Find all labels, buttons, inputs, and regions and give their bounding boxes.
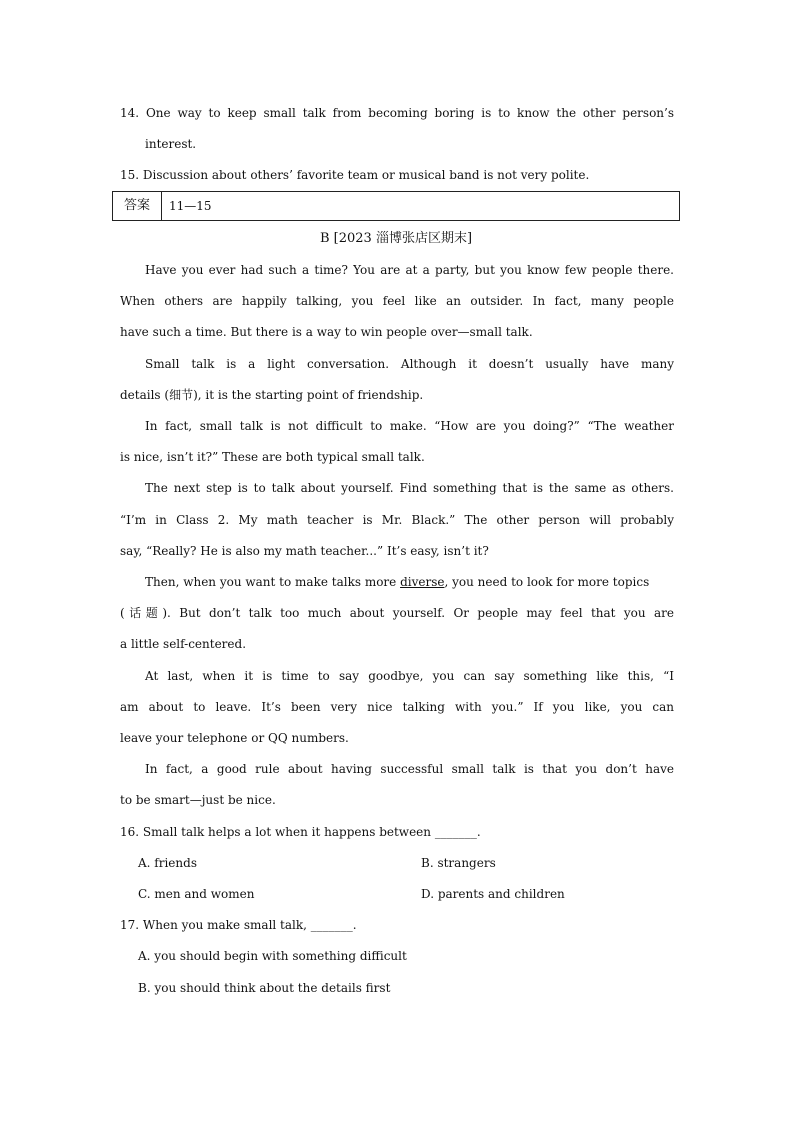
- passage-p4-line2: “I’m in Class 2. My math teacher is Mr. Black.” The other person will probably: [120, 513, 674, 527]
- passage-p5-line1: [145, 574, 649, 590]
- question-16-stem: 16. Small talk helps a lot when it happens between _______.: [120, 825, 481, 839]
- passage-p5-line2: (话题). But don’t talk too much about yourself. Or people may feel that you are: [120, 606, 674, 620]
- question-17-option-b: B. you should think about the details first: [138, 981, 391, 995]
- question-14-line1: 14. One way to keep small talk from becoming boring is to know the other person’s: [120, 106, 674, 120]
- question-14-line2: interest.: [145, 137, 197, 151]
- passage-p1-line2: When others are happily talking, you feel like an outsider. In fact, many people: [120, 294, 674, 308]
- passage-p7-line1: In fact, a good rule about having successful small talk is that you don’t have: [145, 762, 674, 776]
- passage-p6-line3: leave your telephone or QQ numbers.: [120, 731, 349, 745]
- question-17-option-a: A. you should begin with something difficult: [138, 949, 407, 963]
- question-15: 15. Discussion about others’ favorite team or musical band is not very polite.: [120, 168, 590, 182]
- question-17-stem: 17. When you make small talk, _______.: [120, 918, 357, 932]
- passage-p3-line2: is nice, isn’t it?” These are both typical small talk.: [120, 450, 425, 464]
- question-16-option-a: A. friends: [138, 856, 197, 870]
- passage-p5-line1-end: , you need to look for more topics: [444, 575, 650, 589]
- passage-p4-line1: The next step is to talk about yourself. Find something that is the same as others.: [145, 481, 674, 495]
- question-16-option-b: B. strangers: [421, 856, 496, 870]
- passage-p2-line2: details (细节), it is the starting point of friendship.: [120, 388, 424, 402]
- passage-p2-line1: Small talk is a light conversation. Although it doesn’t usually have many: [145, 357, 674, 371]
- underlined-word-diverse: diverse: [400, 575, 445, 589]
- passage-p5-line3: a little self-centered.: [120, 637, 247, 651]
- passage-p1-line1: Have you ever had such a time? You are at a party, but you know few people there.: [145, 263, 674, 277]
- passage-p6-line1: At last, when it is time to say goodbye, you can say something like this, “I: [145, 669, 674, 683]
- question-16-option-d: D. parents and children: [421, 887, 565, 901]
- section-heading: B [2023 淄博张店区期末]: [319, 231, 473, 246]
- passage-p7-line2: to be smart—just be nice.: [120, 793, 276, 807]
- passage-p5-line1-start: Then, when you want to make talks more: [145, 575, 401, 589]
- answer-range: 11—15: [169, 199, 212, 213]
- passage-p1-line3: have such a time. But there is a way to win people over—small talk.: [120, 325, 533, 339]
- question-16-option-c: C. men and women: [138, 887, 255, 901]
- answer-table: [112, 191, 680, 221]
- passage-p3-line1: In fact, small talk is not difficult to make. “How are you doing?” “The weather: [145, 419, 674, 433]
- passage-p6-line2: am about to leave. It’s been very nice talking with you.” If you like, you can: [120, 700, 674, 714]
- answer-label: 答案: [113, 192, 162, 220]
- passage-p4-line3: say, “Really? He is also my math teacher...” It’s easy, isn’t it?: [120, 544, 489, 558]
